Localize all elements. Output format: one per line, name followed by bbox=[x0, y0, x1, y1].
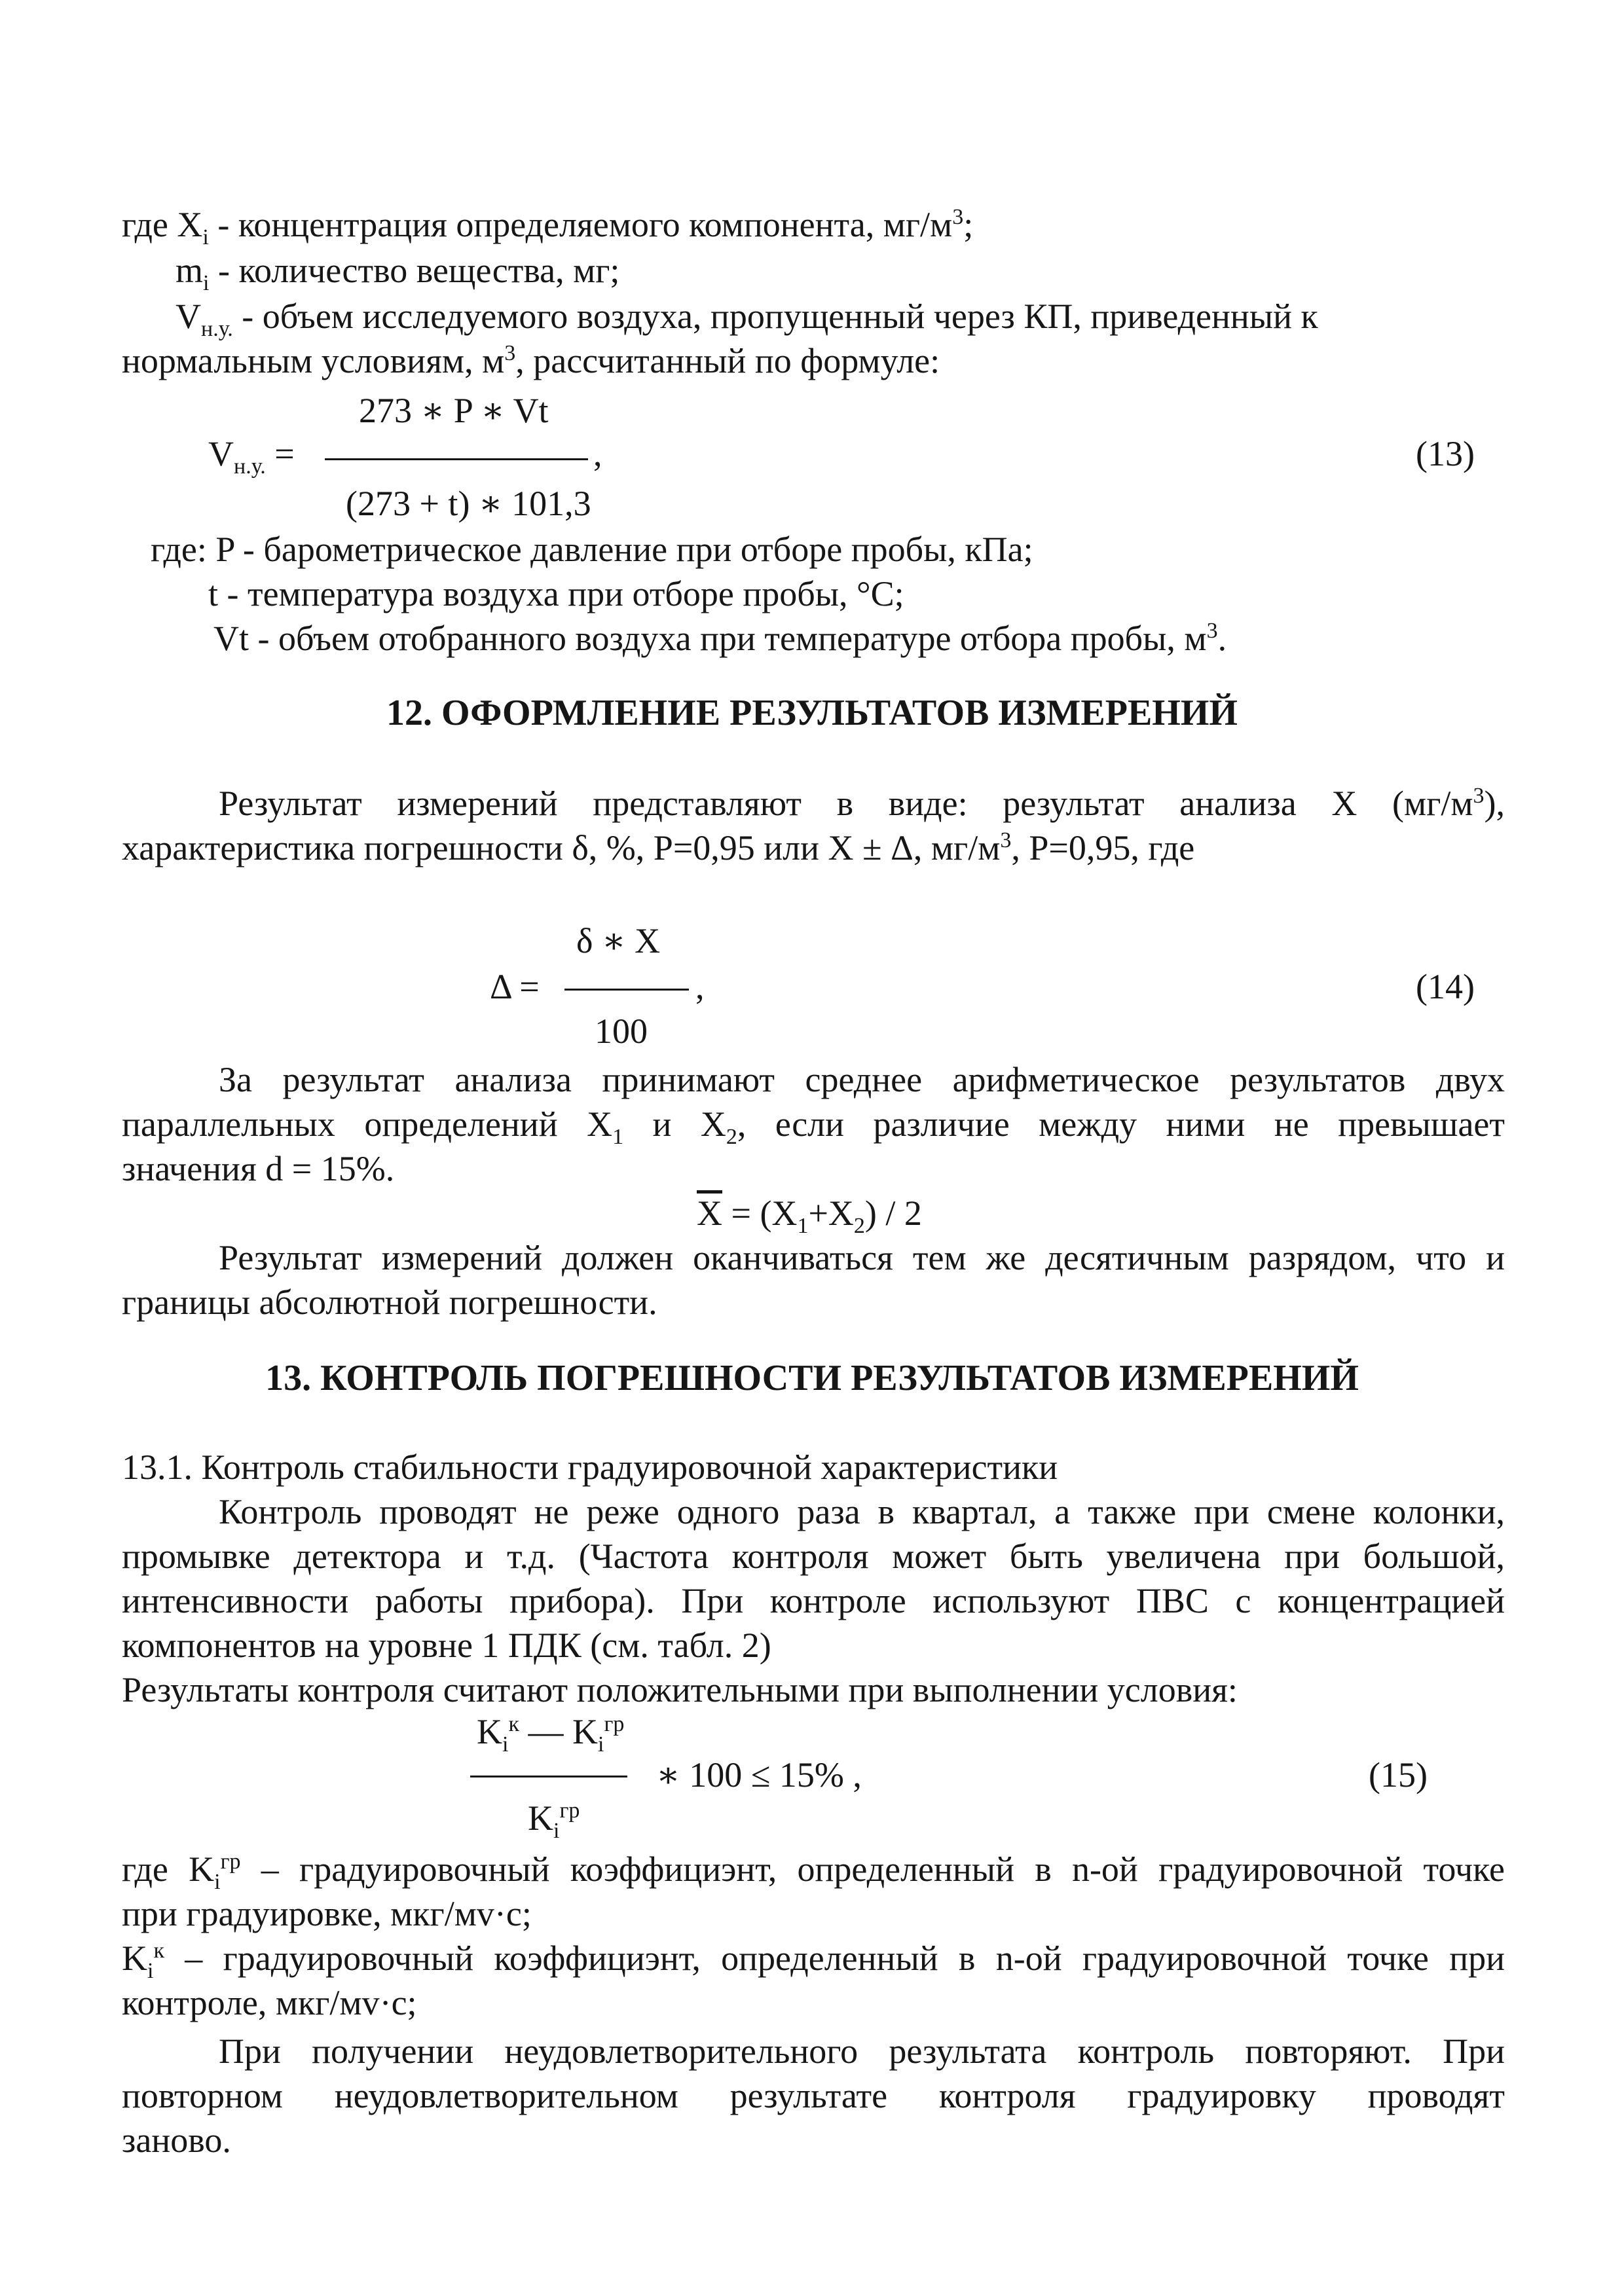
text-line: контроле, мкг/мv·с; bbox=[122, 1983, 417, 2022]
formula-lhs: $V_{н.у.}$ = bbox=[208, 434, 295, 479]
formula-comma: , bbox=[695, 967, 705, 1006]
text-line: при градуировке, мкг/мv·с; bbox=[122, 1894, 532, 1933]
text-line: параллельных определений $X_1$ и $X_2$, если различие между ними не превышает bbox=[122, 1104, 1505, 1146]
text-line: За результат анализа принимают среднее арифметическое результатов двух bbox=[219, 1060, 1505, 1099]
text-line: Результат измерений представляют в виде: результат анализа X $(мг/м^3)$, bbox=[219, 784, 1505, 823]
formula-numerator: 273 ∗ P ∗ Vt bbox=[359, 391, 549, 430]
text-line: При получении неудовлетворительного результата контроль повторяют. При bbox=[219, 2032, 1505, 2071]
text-line: интенсивности работы прибора). При контроле используют ПВС с концентрацией bbox=[122, 1581, 1505, 1620]
section-heading: 13. КОНТРОЛЬ ПОГРЕШНОСТИ РЕЗУЛЬТАТОВ ИЗМЕРЕНИЙ bbox=[265, 1358, 1359, 1398]
text-line: где $K_i^{гр}$ – градуировочный коэффициэнт, определенный в n-ой градуировочной точке bbox=[122, 1850, 1505, 1891]
formula-numerator: δ ∗ X bbox=[576, 921, 661, 960]
text-line: значения d = 15%. bbox=[122, 1149, 395, 1188]
formula-comma: , bbox=[593, 434, 602, 473]
text-line: компонентов на уровне 1 ПДК (см. табл. 2) bbox=[122, 1626, 771, 1665]
formula-number: (13) bbox=[1416, 434, 1475, 473]
fraction-bar bbox=[564, 989, 689, 991]
formula-numerator: $K_i^к$ — $K_i^{гр}$ bbox=[477, 1712, 625, 1757]
text-line: Результат измерений должен оканчиваться тем же десятичным разрядом, что и bbox=[219, 1238, 1505, 1277]
subsection-title: 13.1. Контроль стабильности градуировочной характеристики bbox=[122, 1448, 1058, 1487]
formula-number: (15) bbox=[1369, 1755, 1428, 1795]
formula-number: (14) bbox=[1416, 967, 1475, 1006]
text-line: нормальным условиям, $м^3$, рассчитанный по формуле: bbox=[122, 341, 940, 380]
formula-denominator: $K_i^{гр}$ bbox=[528, 1798, 580, 1843]
text-line: промывке детектора и т.д. (Частота контроля может быть увеличена при большой, bbox=[122, 1537, 1505, 1576]
fraction-bar bbox=[470, 1776, 627, 1777]
text-line: $m_i$ - количество вещества, мг; bbox=[175, 251, 620, 295]
text-line: где: P - барометрическое давление при отборе пробы, кПа; bbox=[151, 530, 1033, 569]
text-line: Контроль проводят не реже одного раза в квартал, а также при смене колонки, bbox=[219, 1492, 1505, 1531]
text-line: Vt - объем отобранного воздуха при температуре отбора пробы, $м^3$. bbox=[213, 619, 1227, 658]
text-line: t - температура воздуха при отборе пробы, °C; bbox=[208, 574, 904, 613]
formula-rhs: ∗ 100 ≤ 15% , bbox=[656, 1755, 862, 1795]
text-line: Результаты контроля считают положительными при выполнении условия: bbox=[122, 1670, 1238, 1709]
fraction-bar bbox=[325, 458, 588, 460]
text-line: повторном неудовлетворительном результате контроля градуировку проводят bbox=[122, 2076, 1505, 2115]
text-line: границы абсолютной погрешности. bbox=[122, 1283, 657, 1322]
text-line: $V_{н.у.}$ - объем исследуемого воздуха, пропущенный через КП, приведенный к bbox=[175, 297, 1318, 341]
section-heading: 12. ОФОРМЛЕНИЕ РЕЗУЛЬТАТОВ ИЗМЕРЕНИЙ bbox=[386, 693, 1238, 733]
formula-lhs: Δ = bbox=[490, 967, 540, 1006]
formula-denominator: 100 bbox=[595, 1011, 648, 1051]
formula-denominator: (273 + t) ∗ 101,3 bbox=[346, 484, 591, 523]
text-line: где $X_i$ - концентрация определяемого компонента, $мг/м^3$; bbox=[122, 205, 974, 249]
text-line: заново. bbox=[122, 2121, 231, 2160]
mean-formula: $\overline{X} = (X_1+X_2) / 2$ bbox=[697, 1194, 922, 1238]
text-line: характеристика погрешности δ, %, P=0,95 или X ± Δ, $мг/м^3$, P=0,95, где bbox=[122, 828, 1195, 867]
text-line: $K_i^к$ – градуировочный коэффициэнт, определенный в n-ой градуировочной точке при bbox=[122, 1939, 1505, 1980]
